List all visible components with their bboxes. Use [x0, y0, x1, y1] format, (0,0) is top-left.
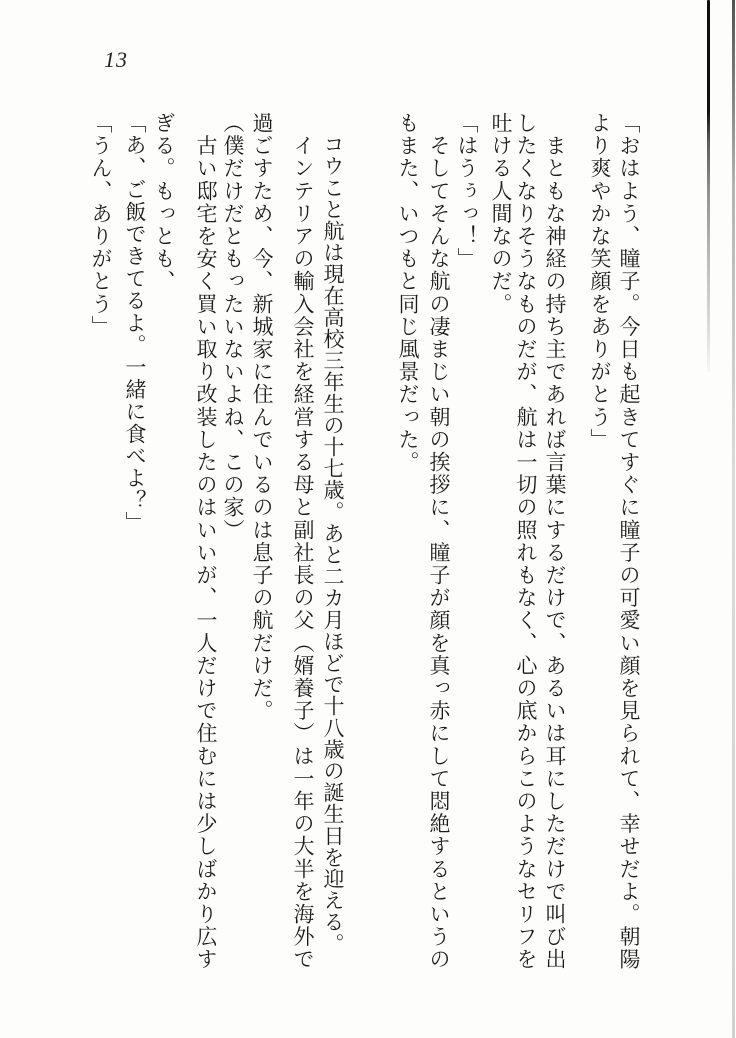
text-column-3: まともな神経の持ち主であれば言葉にするだけで、あるいは耳にしただけで叫び出 [543, 112, 567, 971]
text-column-1: 「おはよう、瞳子。今日も起きてすぐに瞳子の可愛い顔を見られて、幸せだよ。朝陽 [617, 112, 641, 971]
text-column-13: 古い邸宅を安く買い取り改装したのはいいが、一人だけで住むには少しばかり広す [194, 112, 218, 971]
text-column-16: 「うん、ありがとう」 [89, 112, 113, 338]
text-column-11: 過ごすため、今、新城家に住んでいるのは息子の航だけだ。 [250, 112, 274, 723]
text-column-10: インテリアの輸入会社を経営する母と副社長の父（婿養子）は一年の大半を海外で [291, 112, 315, 971]
page-edge-shadow [732, 0, 735, 1038]
text-column-5: 吐ける人間なのだ。 [489, 112, 513, 316]
text-column-2: より爽やかな笑顔をありがとう」 [588, 112, 612, 451]
text-column-15: 「あ、ご飯できてるよ。一緒に食べよ？」 [123, 112, 147, 534]
page-number: 13 [104, 47, 128, 72]
text-column-12: （僕だけだともったいないよね、この家） [221, 112, 245, 542]
text-column-4: したくなりそうなものだが、航は一切の照れもなく、心の底からこのようなセリフを [514, 112, 538, 971]
text-column-7: そしてそんな航の凄まじい朝の挨拶に、瞳子が顔を真っ赤にして悶絶するというの [427, 112, 451, 971]
text-column-6: 「はうぅっ！」 [455, 112, 479, 271]
text-column-14: ぎる。もっとも、 [152, 112, 176, 293]
text-column-9: コウこと航は現在高校三年生の十七歳。あと二カ月ほどで十八歳の誕生日を迎える。 [321, 112, 345, 955]
text-column-8: もまた、いつもと同じ風景だった。 [396, 112, 420, 474]
binding-crease-line [707, 0, 710, 372]
